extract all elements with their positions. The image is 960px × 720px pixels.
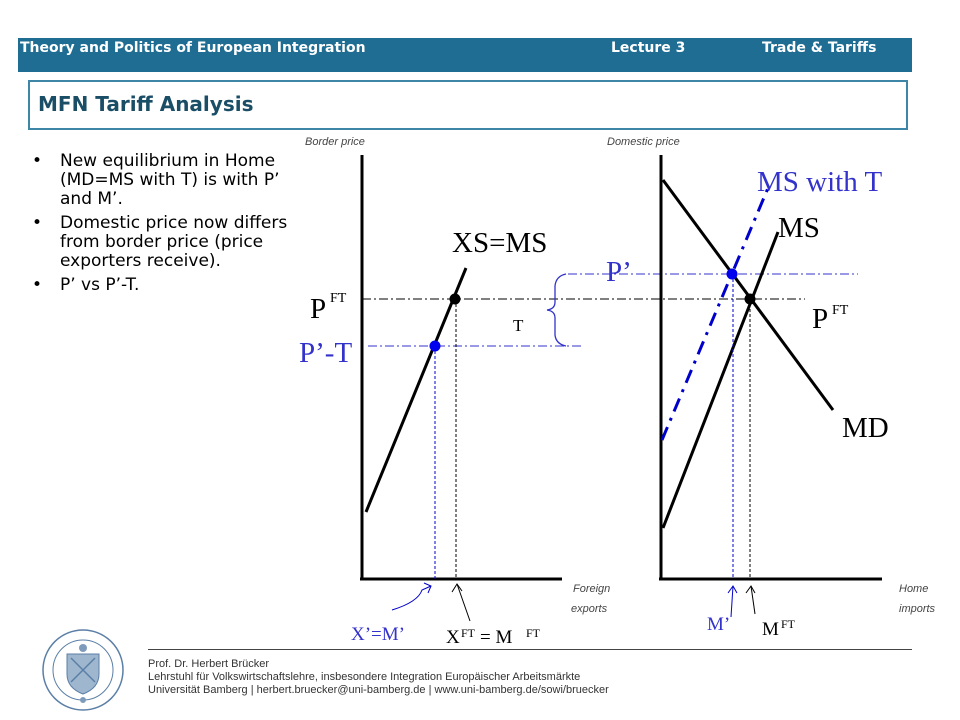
footer-divider bbox=[148, 649, 912, 650]
p-prime-label: P’ bbox=[606, 256, 632, 288]
bullet-text: P’ vs P’-T. bbox=[60, 275, 140, 295]
left-axis-title: Border price bbox=[305, 136, 365, 148]
x-prime-pointer bbox=[392, 586, 431, 610]
equilibrium-dot-free-trade-left bbox=[450, 294, 461, 305]
m-ft-label: M bbox=[762, 619, 779, 640]
equilibrium-dot-tariff-left bbox=[430, 341, 441, 352]
bullet-item: • New equilibrium in Home (MD=MS with T) is with P’ and M’. bbox=[32, 151, 280, 209]
xs-ms-curve bbox=[366, 268, 466, 512]
bullet-text: Domestic price now differs from border price (price exporters receive). bbox=[60, 213, 288, 271]
equilibrium-dot-tariff-right bbox=[727, 269, 738, 280]
x-ft-label: X bbox=[446, 627, 460, 648]
equilibrium-dot-free-trade-right bbox=[745, 294, 756, 305]
x-eq-m-prime-label: X’=M’ bbox=[351, 624, 405, 645]
p-ft-left-sup: FT bbox=[330, 291, 347, 306]
tariff-brace bbox=[547, 274, 566, 346]
right-axis-title: Domestic price bbox=[607, 136, 680, 148]
footer-chair: Lehrstuhl für Volkswirtschaftslehre, insbesondere Integration Europäischer Arbeitsmärkte bbox=[148, 671, 581, 683]
topic-label: Trade & Tariffs bbox=[762, 40, 877, 56]
m-ft-eq-label: = M bbox=[480, 627, 513, 648]
left-x-axis-label: Foreign bbox=[573, 583, 611, 595]
right-x-axis-label: imports bbox=[899, 603, 936, 615]
md-label: MD bbox=[842, 412, 889, 444]
ms-label: MS bbox=[778, 212, 820, 244]
course-title: Theory and Politics of European Integration bbox=[20, 40, 366, 56]
right-x-axis-label: Home bbox=[899, 583, 929, 595]
x-ft-pointer bbox=[457, 584, 470, 621]
ms-with-t-label: MS with T bbox=[757, 166, 883, 198]
footer-name: Prof. Dr. Herbert Brücker bbox=[148, 658, 270, 670]
ms-with-t-curve bbox=[662, 188, 768, 440]
footer-text bbox=[148, 658, 609, 697]
p-minus-t-label: P’-T bbox=[299, 337, 353, 369]
m-ft-eq-sup: FT bbox=[526, 626, 541, 640]
p-ft-right-label: P bbox=[812, 303, 829, 335]
left-x-axis-label: exports bbox=[571, 603, 608, 615]
tariff-label: T bbox=[513, 316, 524, 335]
m-ft-arrowhead bbox=[746, 586, 755, 593]
footer-contact: Universität Bamberg | herbert.bruecker@uni-bamberg.de | www.uni-bamberg.de/sowi/bruecker bbox=[148, 684, 609, 696]
slide-title: MFN Tariff Analysis bbox=[38, 92, 254, 116]
x-ft-sup: FT bbox=[461, 626, 476, 640]
m-ft-sup: FT bbox=[781, 617, 796, 631]
p-ft-left-label: P bbox=[310, 293, 327, 325]
university-seal bbox=[33, 628, 133, 712]
m-prime-pointer bbox=[731, 586, 733, 617]
bullet-item: • Domestic price now differs from border price (price exporters receive). bbox=[32, 213, 288, 271]
m-prime-label: M’ bbox=[707, 614, 731, 635]
lecture-label: Lecture 3 bbox=[611, 40, 686, 56]
ms-curve bbox=[663, 232, 778, 528]
xs-ms-label: XS=MS bbox=[452, 227, 548, 259]
p-ft-right-sup: FT bbox=[832, 303, 849, 318]
bullet-item: • P’ vs P’-T. bbox=[32, 275, 140, 295]
bullet-text: New equilibrium in Home (MD=MS with T) is with P’ and M’. bbox=[60, 151, 280, 209]
